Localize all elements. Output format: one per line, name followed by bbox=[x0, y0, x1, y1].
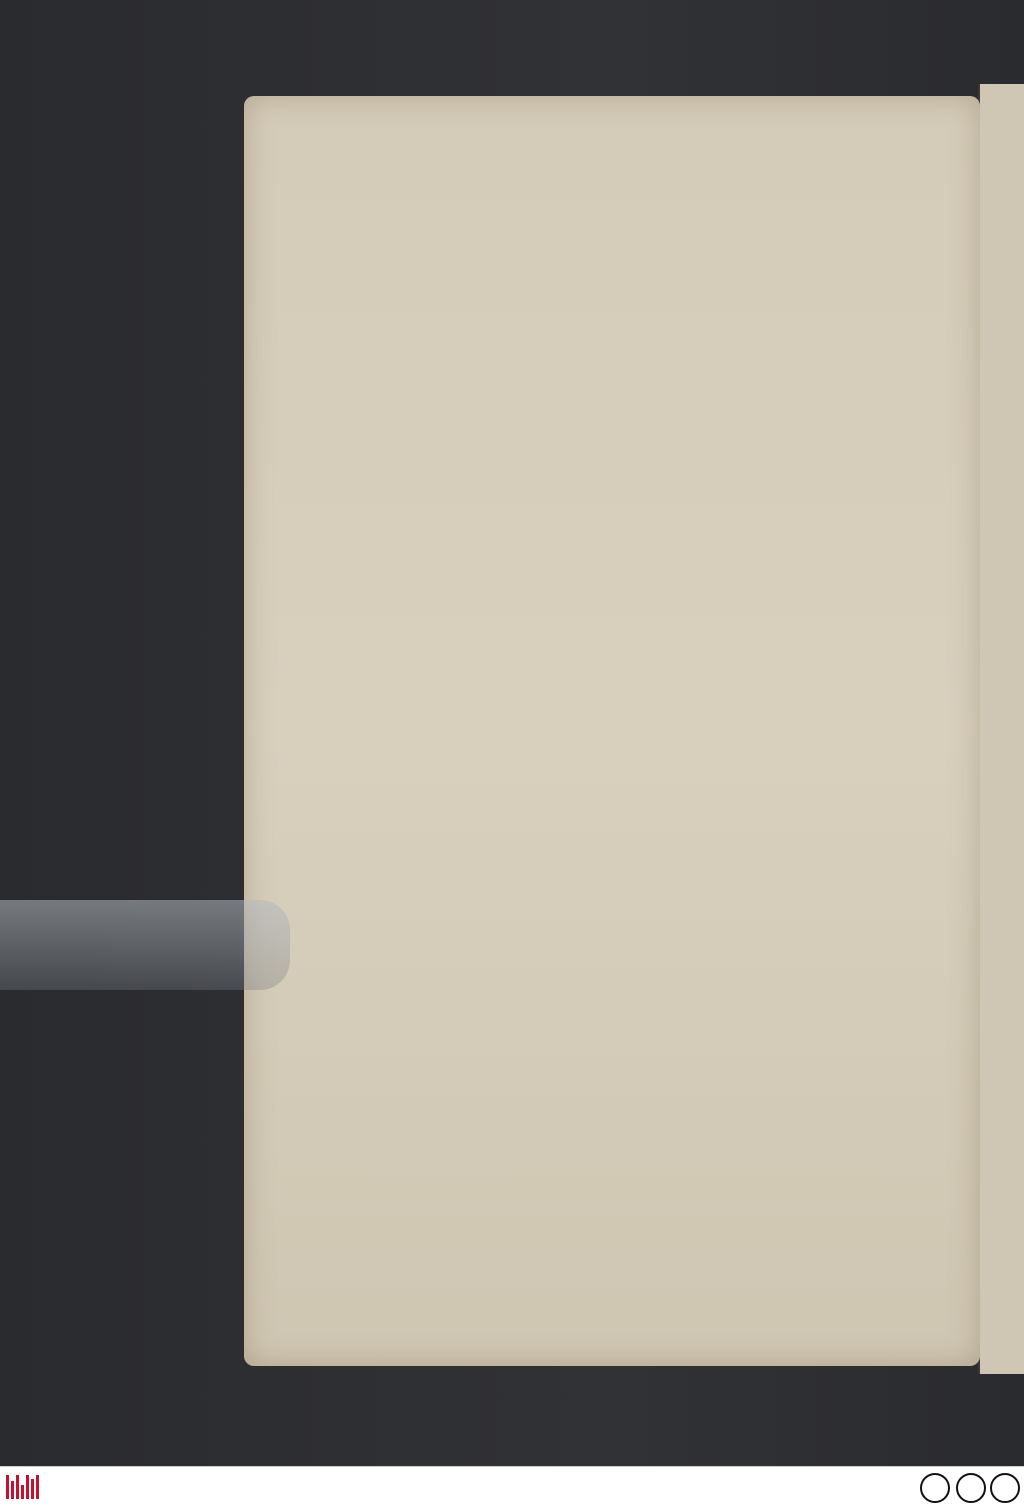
attribution-icon[interactable] bbox=[956, 1473, 986, 1503]
hab-logo-icon bbox=[6, 1475, 46, 1499]
cc-license-icon[interactable] bbox=[920, 1473, 950, 1503]
footer-bar bbox=[0, 1466, 1024, 1506]
sharealike-icon[interactable] bbox=[990, 1473, 1020, 1503]
facing-page-edge bbox=[978, 84, 1024, 1374]
book-page bbox=[244, 96, 980, 1366]
page-clip bbox=[0, 900, 290, 990]
